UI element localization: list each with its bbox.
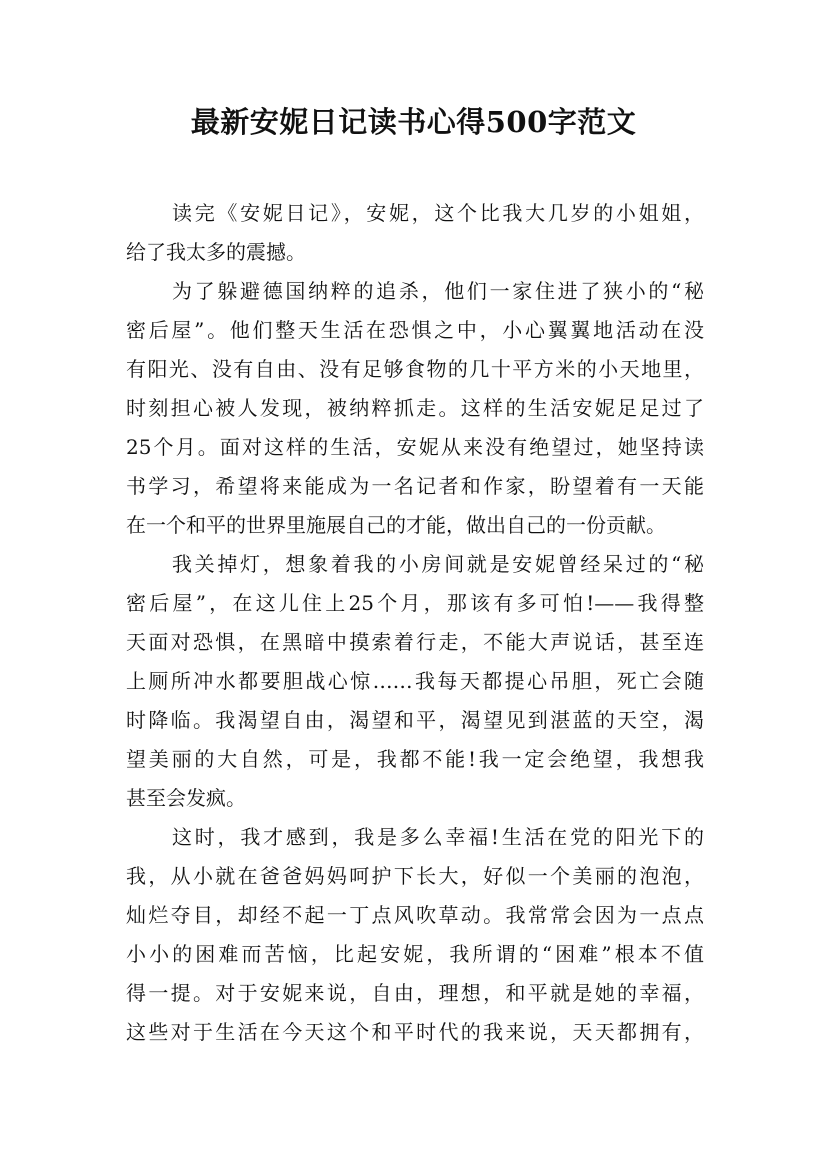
text-line: 25个月。面对这样的生活，安妮从来没有绝望过，她坚持读 [126,435,704,459]
text-line: 在一个和平的世界里施展自己的才能，做出自己的一份贡献。 [126,513,666,537]
text-line: 上厕所冲水都要胆战心惊……我每天都提心吊胆，死亡会随 [126,669,704,693]
text-line: 这时，我才感到，我是多么幸福!生活在党的阳光下的 [172,825,704,849]
text-line: 我关掉灯，想象着我的小房间就是安妮曾经呆过的“秘 [172,552,704,576]
text-line: 小小的困难而苦恼，比起安妮，我所谓的“困难”根本不值 [126,942,704,966]
text-line: 得一提。对于安妮来说，自由，理想，和平就是她的幸福， [126,981,704,1005]
document-title: 最新安妮日记读书心得500字范文 [190,105,637,139]
text-line: 读完《安妮日记》，安妮，这个比我大几岁的小姐姐， [172,201,704,225]
paragraph [126,818,704,1052]
text-line: 我，从小就在爸爸妈妈呵护下长大，好似一个美丽的泡泡， [126,864,704,888]
paragraph [126,545,704,818]
text-line: 有阳光、没有自由、没有足够食物的几十平方米的小天地里， [126,357,704,381]
document-body [126,194,704,1052]
paragraph [126,272,704,545]
text-line: 时降临。我渴望自由，渴望和平，渴望见到湛蓝的天空，渴 [126,708,704,732]
text-line: 望美丽的大自然，可是，我都不能!我一定会绝望，我想我 [126,747,704,771]
text-line: 甚至会发疯。 [126,786,246,810]
text-line: 这些对于生活在今天这个和平时代的我来说，天天都拥有， [126,1020,704,1044]
text-line: 书学习，希望将来能成为一名记者和作家，盼望着有一天能 [126,474,704,498]
text-line: 密后屋”，在这儿住上25个月，那该有多可怕!——我得整 [126,591,704,615]
text-line: 时刻担心被人发现，被纳粹抓走。这样的生活安妮足足过了 [126,396,704,420]
paragraph [126,194,704,272]
text-line: 为了躲避德国纳粹的追杀，他们一家住进了狭小的“秘 [172,279,704,303]
text-line: 密后屋”。他们整天生活在恐惧之中，小心翼翼地活动在没 [126,318,704,342]
text-line: 给了我太多的震撼。 [126,240,306,264]
text-line: 天面对恐惧，在黑暗中摸索着行走，不能大声说话，甚至连 [126,630,704,654]
text-line: 灿烂夺目，却经不起一丁点风吹草动。我常常会因为一点点 [126,903,704,927]
